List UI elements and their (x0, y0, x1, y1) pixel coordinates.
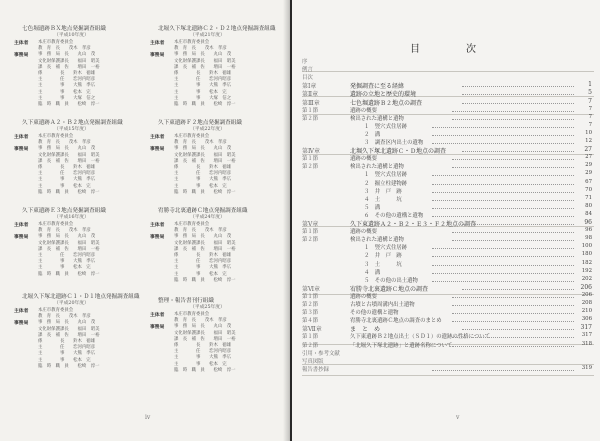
toc-leader-dots (452, 346, 574, 347)
toc-entry-title: その他の遺構と遺物 (350, 310, 399, 317)
toc-page-number: 5 (588, 89, 592, 97)
staff-line: 主 事 大塚 信之 (38, 95, 96, 101)
toc-entry-title: 宥勝寺北裏遺跡Ｃ地点の調査 (350, 285, 429, 293)
staff-line: 主 事 松本 完 (38, 183, 91, 189)
staff-line: 文化財保護課長 福田 昭美 (38, 240, 100, 246)
staff-line: 係 長 鈴木 徳雄 (174, 253, 232, 258)
toc-entry-title: 遺跡の概要 (350, 156, 377, 163)
toc-page-number: 182 (581, 259, 592, 266)
staff-role: 事務局 (150, 146, 165, 153)
staff-line: 主 事 松本 完 (174, 89, 227, 95)
staff-line: 主 事 大熊 季広 (38, 259, 96, 265)
staff-line: 主 任 恋河内昭彦 (38, 253, 96, 258)
toc-leader-dots (432, 143, 574, 144)
toc-page-number: 96 (585, 227, 592, 234)
toc-chapter-label: 第４節 (302, 318, 319, 325)
toc-page-number: 27 (584, 146, 592, 154)
toc-page-number: 180 (581, 251, 592, 258)
staff-role: 主体者 (14, 40, 29, 46)
staff-line: 主 事 大熊 季広 (174, 355, 232, 361)
staff-line: 事 務 局 長 丸山 茂 (38, 52, 96, 58)
toc-page-number: 84 (585, 210, 592, 217)
staff-role: 事務局 (14, 52, 29, 59)
toc-page-number: 96 (584, 219, 592, 226)
staff-line: 事 務 局 長 丸山 茂 (38, 320, 96, 326)
staff-line: 教 育 長 茂木 孝彦 (174, 318, 227, 324)
staff-block-title: 久下東遺跡Ｆ２地点発掘調査組織 (158, 120, 242, 126)
staff-role: 事務局 (150, 234, 165, 241)
staff-line: 教 育 長 茂木 孝彦 (38, 228, 91, 234)
staff-role: 主体者 (150, 312, 165, 318)
staff-line: 主 事 松本 完 (174, 271, 227, 277)
toc-chapter-label: 第１節 (302, 229, 319, 236)
staff-role: 主体者 (14, 308, 29, 314)
staff-role: 主体者 (14, 134, 29, 140)
staff-line: 文化財保護課長 福田 昭美 (38, 152, 100, 158)
toc-entry-title: 久下東遺跡Ｂ２地点出土（ＳＤ１）の遺跡の性格について (350, 334, 491, 341)
toc-page-number: 10 (585, 129, 592, 136)
staff-line: 主 事 大熊 季広 (174, 265, 232, 271)
staff-line: 文化財保護課長 福田 昭美 (174, 152, 236, 158)
toc-chapter-label: 第Ⅶ章 (302, 326, 322, 334)
toc-leader-dots (432, 370, 574, 371)
staff-line: 臨 時 職 員 松崎 淳一 (38, 271, 100, 277)
toc-page-number: 318 (581, 340, 592, 347)
staff-role: 主体者 (150, 134, 165, 140)
toc-leader-dots (452, 167, 574, 168)
staff-line: 臨 時 職 員 松崎 淳一 (174, 277, 236, 283)
toc-entry (302, 365, 594, 374)
toc-leader-dots (452, 305, 574, 306)
toc-page-number: 7 (588, 97, 592, 105)
toc-leader-dots (452, 232, 574, 233)
toc-entry-title: ２ 井 戸 跡 (364, 253, 402, 260)
toc-entry-title: ３ 土 坑 (364, 261, 402, 268)
staff-line: 主 事 松本 完 (38, 265, 91, 271)
toc-leader-dots (432, 127, 574, 128)
staff-block-period: （平成10年度） (54, 33, 89, 38)
toc-page-number: 206 (581, 291, 592, 298)
staff-line: 本庄市教育委員会 (38, 222, 74, 227)
toc-entry-title: 検出された遺構と遺物 (350, 237, 404, 244)
staff-line: 本庄市教育委員会 (174, 134, 210, 139)
staff-line: 課 長 補 佐 増田 一裕 (38, 246, 100, 252)
staff-line: 課 長 補 佐 増田 一裕 (174, 246, 236, 252)
toc-entry-title: 「北堀久下塚北遺跡」と遺跡名称について (350, 342, 453, 349)
toc-leader-dots (462, 289, 574, 290)
staff-line: 係 長 鈴木 徳雄 (38, 165, 96, 170)
staff-line: 文化財保護課長 福田 昭美 (174, 240, 236, 246)
staff-line: 本庄市教育委員会 (38, 40, 74, 45)
staff-line: 課 長 補 佐 増田 一裕 (174, 336, 236, 342)
staff-line: 係 長 鈴木 徳雄 (174, 165, 232, 170)
page-number-right: v (456, 414, 460, 421)
staff-line: 本庄市教育委員会 (38, 134, 74, 139)
staff-line: 課 長 補 佐 増田 一裕 (38, 64, 100, 70)
staff-line: 事 務 局 長 丸山 茂 (38, 146, 96, 152)
toc-entry-title: １ 竪穴式住居跡 (364, 245, 408, 252)
toc-chapter-label: 第Ⅳ章 (302, 148, 320, 156)
staff-line: 文化財保護課長 福田 昭美 (174, 58, 236, 64)
staff-line: 臨 時 職 員 松崎 淳一 (174, 367, 236, 373)
staff-role: 事務局 (14, 146, 29, 153)
staff-line: 係 長 鈴木 徳雄 (38, 71, 96, 76)
toc-chapter-label: 第Ⅰ章 (302, 83, 317, 91)
toc-page-number: 7 (588, 105, 592, 112)
toc-entry-title: 宥勝寺北裏遺跡Ｃ地点の調査のまとめ (350, 318, 442, 325)
staff-line: 本庄市教育委員会 (174, 40, 210, 45)
toc-entry-title: 遺跡の概要 (350, 107, 377, 114)
staff-block-period: （平成15年度） (54, 127, 89, 132)
staff-line: 教 育 長 茂木 孝彦 (38, 46, 91, 52)
toc-page-number: 206 (580, 283, 592, 291)
staff-block-period: （平成22年度） (190, 127, 225, 132)
toc-page-number: 306 (581, 316, 592, 323)
toc-page-number: 202 (581, 275, 592, 282)
toc-page-number: 1 (588, 81, 592, 89)
toc-chapter-label: 引用・参考文献 (302, 350, 340, 357)
staff-line: 係 長 鈴木 徳雄 (38, 339, 96, 344)
toc-entry-title: 検出された遺構と遺物 (350, 164, 404, 171)
staff-role: 事務局 (14, 234, 29, 241)
toc-leader-dots (462, 329, 574, 330)
toc-chapter-label: 第１節 (302, 334, 319, 341)
toc-leader-dots (452, 321, 574, 322)
toc-chapter-label: 第２節 (302, 342, 319, 349)
toc-entry-title: 遺跡の概要 (350, 293, 377, 300)
toc-leader-dots (432, 135, 574, 136)
toc-chapter-label: 報告書抄録 (302, 366, 329, 373)
staff-line: 臨 時 職 員 松崎 淳一 (174, 102, 236, 107)
staff-line: 事 務 局 長 丸山 茂 (174, 52, 232, 58)
toc-page-number: 192 (581, 267, 592, 274)
toc-chapter-label: 目次 (302, 75, 313, 82)
toc-leader-dots (452, 159, 574, 160)
toc-leader-dots (432, 256, 574, 257)
staff-line: 主 事 松本 完 (38, 357, 91, 363)
toc-page-number: 100 (581, 243, 592, 250)
staff-line: 主 事 大熊 季広 (38, 351, 96, 357)
toc-entry-title: ４ 溝 (364, 269, 381, 276)
staff-block-title: 宥勝寺北裏遺跡Ｃ地点発掘調査組織 (158, 208, 248, 214)
toc-leader-dots (462, 86, 574, 87)
staff-line: 本庄市教育委員会 (174, 312, 210, 317)
toc-entry-title: 七色堀遺跡Ｂ２地点の調査 (350, 99, 423, 107)
toc-page-number: 98 (585, 235, 592, 242)
toc-divider (302, 375, 594, 376)
staff-line: 主 事 松本 完 (38, 89, 91, 95)
page-number-left: iv (145, 414, 151, 421)
toc-page-number: 317 (580, 324, 592, 332)
toc-chapter-label: 第Ⅵ章 (302, 285, 321, 293)
toc-chapter-label: 第２節 (302, 115, 319, 122)
toc-leader-dots (432, 265, 574, 266)
toc-chapter-label: 例言 (302, 67, 313, 74)
toc-leader-dots (452, 337, 574, 338)
staff-line: 主 任 恋河内昭彦 (174, 259, 232, 265)
staff-line: 事 務 局 長 丸山 茂 (38, 234, 96, 240)
staff-line: 臨 時 職 員 松崎 淳一 (38, 102, 100, 107)
toc-leader-dots (432, 248, 574, 249)
staff-line: 主 事 大熊 季広 (174, 177, 232, 183)
toc-chapter-label: 写真図版 (302, 358, 324, 365)
toc-entry-title: 北堀久下塚北遺跡Ｃ・Ｄ地点の調査 (350, 148, 447, 156)
toc-leader-dots (432, 273, 574, 274)
toc-entry-title: 久下東遺跡Ａ２・Ｂ２・Ｅ３・Ｆ２地点の調査 (350, 221, 477, 228)
toc-chapter-label: 第Ⅴ章 (302, 221, 319, 228)
staff-line: 係 長 鈴木 徳雄 (174, 343, 232, 348)
toc-page-number: 29 (585, 170, 592, 177)
toc-entry-title: ２ 溝 (364, 131, 381, 138)
staff-role: 事務局 (150, 324, 165, 331)
staff-line: 教 育 長 茂木 孝彦 (174, 228, 227, 234)
toc-entry-title: 遺跡の概要 (350, 229, 377, 236)
staff-line: 臨 時 職 員 松崎 淳一 (38, 189, 100, 195)
toc-title: 目 次 (410, 44, 494, 55)
toc-page-number: 210 (581, 308, 592, 315)
toc-leader-dots (462, 103, 574, 104)
staff-block-period: （平成16年度） (54, 215, 89, 220)
toc-page-number: 29 (585, 162, 592, 169)
staff-line: 文化財保護課長 福田 昭美 (38, 58, 100, 64)
staff-line: 課 長 補 佐 増田 一裕 (38, 158, 100, 164)
toc-page-number: 317 (581, 332, 592, 339)
staff-line: 主 事 松本 完 (174, 183, 227, 189)
toc-chapter-label: 第２節 (302, 302, 319, 308)
staff-line: 主 事 松本 完 (174, 361, 227, 367)
staff-block-title: 久下東遺跡Ｅ３地点発掘調査組織 (22, 208, 106, 214)
left-page (0, 0, 290, 441)
staff-line: 課 長 補 佐 増田 一裕 (174, 64, 236, 70)
staff-line: 係 長 鈴木 徳雄 (174, 71, 232, 76)
toc-entry-title: １ 竪穴式住居跡 (364, 172, 408, 179)
toc-entry-title: 古墳と古墳周溝内出土遺物 (350, 302, 415, 308)
staff-block-period: （平成24年度） (190, 215, 225, 220)
toc-leader-dots (462, 94, 574, 95)
toc-page-number: 208 (581, 300, 592, 306)
toc-entry-title: 検出された遺構と遺物 (350, 115, 404, 122)
toc-page-number: 70 (585, 186, 592, 193)
toc-chapter-label: 第３節 (302, 310, 319, 317)
staff-line: 事 務 局 長 丸山 茂 (174, 146, 232, 152)
staff-line: 教 育 長 茂木 孝彦 (38, 140, 91, 146)
staff-line: 文化財保護課長 福田 昭美 (38, 326, 100, 332)
staff-block-title: 北堀久下塚北遺跡Ｃ１・Ｄ１地点発掘調査組織 (22, 294, 140, 300)
toc-leader-dots (462, 151, 574, 152)
staff-role: 主体者 (150, 222, 165, 228)
toc-entry-title: ５ その他の出土遺物 (364, 277, 418, 284)
staff-line: 主 事 大熊 季広 (38, 177, 96, 183)
toc-leader-dots (432, 175, 574, 176)
toc-entry-title: ３ 調査区内出土の遺物 (364, 140, 424, 146)
toc-page-number: 80 (585, 202, 592, 209)
staff-line: 主 任 恋河内昭彦 (174, 349, 232, 355)
toc-chapter-label: 第１節 (302, 107, 319, 114)
toc-entry-title: ５ 溝 (364, 204, 381, 211)
toc-entry-title: １ 竪穴式住居跡 (364, 123, 408, 130)
staff-line: 文化財保護課長 福田 昭美 (174, 330, 236, 336)
toc-page-number: 7 (588, 121, 592, 128)
staff-block-period: （平成21年度） (190, 33, 225, 38)
staff-line: 課 長 補 佐 増田 一裕 (174, 158, 236, 164)
toc-chapter-label: 第１節 (302, 293, 319, 300)
staff-block-period: （平成20年度） (54, 301, 89, 306)
toc-entry-title: ３ 井 戸 跡 (364, 188, 402, 195)
staff-line: 教 育 長 茂木 孝彦 (38, 314, 91, 320)
toc-chapter-label: 序 (302, 59, 308, 65)
staff-block-title: 整理・報告書刊行組織 (158, 298, 214, 304)
toc-entry-title: ま と め (350, 326, 381, 334)
staff-line: 事 務 局 長 丸山 茂 (174, 234, 232, 240)
toc-page-number: 319 (581, 364, 592, 371)
staff-line: 主 事 大熊 季広 (38, 83, 96, 89)
staff-line: 事 務 局 長 丸山 茂 (174, 324, 232, 330)
toc-leader-dots (432, 200, 574, 201)
toc-leader-dots (452, 313, 574, 314)
toc-entry-title: ４ 土 坑 (364, 196, 402, 203)
toc-leader-dots (452, 111, 574, 112)
staff-line: 本庄市教育委員会 (38, 308, 74, 313)
toc-chapter-label: 第Ⅱ章 (302, 91, 319, 99)
toc-page-number: 71 (585, 194, 592, 201)
toc-chapter-label: 第２節 (302, 237, 319, 244)
toc-page-number: 67 (585, 178, 592, 185)
staff-line: 教 育 長 茂木 孝彦 (174, 140, 227, 146)
toc-leader-dots (452, 240, 574, 241)
staff-line: 主 任 恋河内昭彦 (38, 77, 96, 83)
toc-chapter-label: 第Ⅲ章 (302, 99, 320, 107)
toc-chapter-label: 第２節 (302, 164, 319, 171)
toc-leader-dots (432, 192, 574, 193)
staff-line: 教 育 長 茂木 孝彦 (174, 46, 227, 52)
staff-block-period: （平成25年度） (190, 305, 225, 310)
staff-block-title: 北堀久下塚北遺跡Ｃ２・Ｄ２地点発掘調査組織 (158, 26, 276, 32)
toc-entry-title: ６ その他の遺構と遺物 (364, 212, 424, 219)
staff-line: 主 任 恋河内昭彦 (38, 171, 96, 177)
toc-page-number: 27 (585, 154, 592, 161)
toc-entry-title: ２ 掘立柱建物跡 (364, 180, 408, 187)
staff-line: 主 事 大塚 信之 (174, 95, 232, 101)
staff-line: 主 事 大熊 季広 (174, 83, 232, 89)
toc-chapter-label: 第１節 (302, 156, 319, 163)
toc-leader-dots (432, 281, 574, 282)
staff-line: 主 任 恋河内昭彦 (174, 171, 232, 177)
staff-role: 事務局 (14, 320, 29, 327)
toc-leader-dots (432, 208, 574, 209)
toc-leader-dots (462, 224, 574, 225)
toc-leader-dots (432, 216, 574, 217)
staff-line: 臨 時 職 員 松崎 淳一 (38, 363, 100, 369)
staff-line: 臨 時 職 員 松崎 淳一 (174, 189, 236, 195)
toc-leader-dots (452, 119, 574, 120)
staff-role: 主体者 (150, 40, 165, 46)
staff-block-title: 久下東遺跡Ａ２・Ｂ２地点発掘調査組織 (22, 120, 123, 126)
right-page (292, 0, 600, 441)
staff-role: 主体者 (14, 222, 29, 228)
staff-line: 主 任 恋河内昭彦 (38, 345, 96, 351)
staff-role: 事務局 (150, 52, 165, 59)
toc-leader-dots (452, 297, 574, 298)
toc-entry-title: 発掘調査に至る経緯 (350, 83, 405, 91)
staff-line: 課 長 補 佐 増田 一裕 (38, 332, 100, 338)
staff-line: 主 任 恋河内昭彦 (174, 77, 232, 83)
toc-leader-dots (432, 184, 574, 185)
toc-page-number: 12 (585, 138, 592, 144)
toc-page-number: 7 (588, 113, 592, 120)
staff-block-title: 七色堀遺跡ＢＸ地点発掘調査組織 (22, 26, 106, 32)
toc-entry-title: 遺跡の立地と歴史的環境 (350, 91, 417, 99)
staff-line: 本庄市教育委員会 (174, 222, 210, 227)
